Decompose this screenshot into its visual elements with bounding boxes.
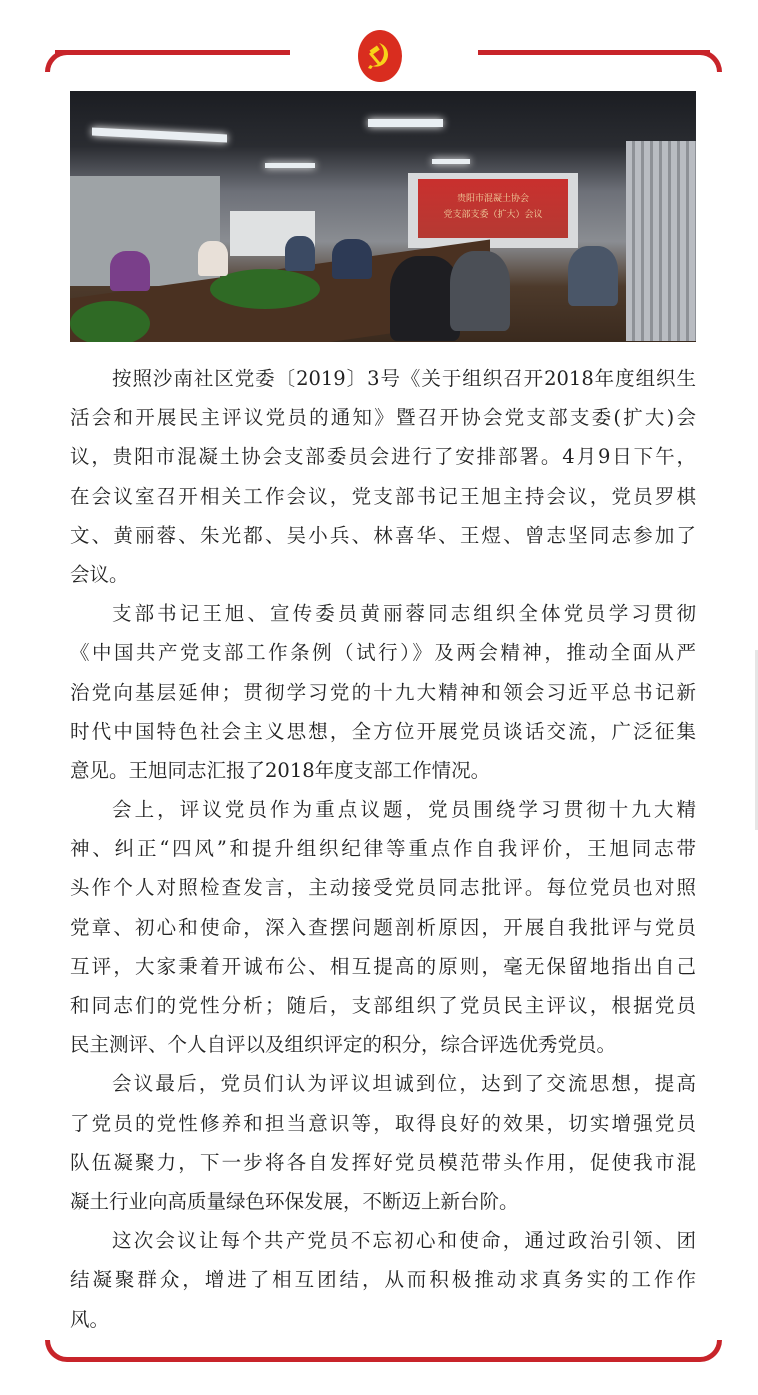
- bottom-right-corner: [700, 1340, 722, 1362]
- projection-screen: [408, 173, 578, 248]
- text-line: 凝土行业向高质量绿色环保发展，不断迈上新台阶。: [70, 1189, 519, 1213]
- top-right-corner: [700, 50, 722, 72]
- paragraph-1: [70, 359, 696, 594]
- text-line: 会议最后，党员们认为评议坦诚到位，达到了交流思想，提高: [112, 1072, 696, 1096]
- screen-line1: 贵阳市混凝土协会: [456, 194, 529, 204]
- text-line: 治党向基层延伸；贯彻学习党的十九大精神和领会习近平总书记新: [70, 680, 696, 704]
- text-line: 按照沙南社区党委〔2019〕3号《关于组织召开2018年度组织生: [112, 367, 696, 390]
- text-line: 议，贵阳市混凝土协会支部委员会进行了安排部署。4月9日下午，: [70, 445, 696, 469]
- top-left-corner: [45, 50, 67, 72]
- text-line: 活会和开展民主评议党员的通知》暨召开协会党支部支委(扩大)会: [70, 406, 696, 430]
- paragraph-2: [70, 594, 696, 790]
- text-line: 文、黄丽蓉、朱光都、吴小兵、林喜华、王煜、曾志坚同志参加了: [70, 523, 696, 547]
- bottom-left-corner: [45, 1340, 67, 1362]
- text-line: 头作个人对照检查发言，主动接受党员同志批评。每位党员也对照: [70, 876, 696, 900]
- text-line: 队伍凝聚力，下一步将各自发挥好党员模范带头作用，促使我市混: [70, 1150, 696, 1174]
- text-line: 神、纠正“四风”和提升组织纪律等重点作自我评价，王旭同志带: [70, 837, 696, 861]
- text-line: 党章、初心和使命，深入查摆问题剖析原因，开展自我批评与党员: [70, 915, 696, 939]
- text-line: 风。: [70, 1307, 110, 1331]
- hammer-and-sickle-icon: [358, 30, 402, 82]
- text-line: 和同志们的党性分析；随后，支部组织了党员民主评议，根据党员: [70, 994, 696, 1017]
- screen-line2: 党支部支委（扩大）会议: [443, 210, 543, 220]
- text-line: 会上，评议党员作为重点议题，党员围绕学习贯彻十九大精: [112, 798, 696, 822]
- text-line: 会议。: [70, 562, 129, 586]
- text-line: 互评，大家秉着开诚布公、相互提高的原则，毫无保留地指出自己: [70, 954, 696, 978]
- text-line: 了党员的党性修养和担当意识等，取得良好的效果，切实增强党员: [70, 1111, 696, 1135]
- article-body: [70, 359, 696, 1339]
- text-line: 意见。王旭同志汇报了2018年度支部工作情况。: [70, 758, 491, 782]
- text-line: 《中国共产党支部工作条例（试行）》及两会精神，推动全面从严: [70, 641, 696, 665]
- meeting-photo: [70, 91, 696, 342]
- text-line: 这次会议让每个共产党员不忘初心和使命，通过政治引领、团: [112, 1229, 696, 1253]
- text-line: 民主测评、个人自评以及组织评定的积分，综合评选优秀党员。: [70, 1033, 617, 1057]
- text-line: 时代中国特色社会主义思想，全方位开展党员谈话交流，广泛征集: [70, 719, 696, 743]
- paragraph-3: [70, 790, 696, 1064]
- top-border-right: [478, 50, 710, 55]
- text-line: 结凝聚群众，增进了相互团结，从而积极推动求真务实的工作作: [70, 1268, 696, 1292]
- paragraph-4: [70, 1064, 696, 1221]
- text-line: 在会议室召开相关工作会议，党支部书记王旭主持会议，党员罗棋: [70, 484, 696, 508]
- text-line: 支部书记王旭、宣传委员黄丽蓉同志组织全体党员学习贯彻: [112, 602, 696, 626]
- top-border-left: [55, 50, 290, 55]
- paragraph-5: [70, 1221, 696, 1339]
- bottom-border: [67, 1357, 700, 1362]
